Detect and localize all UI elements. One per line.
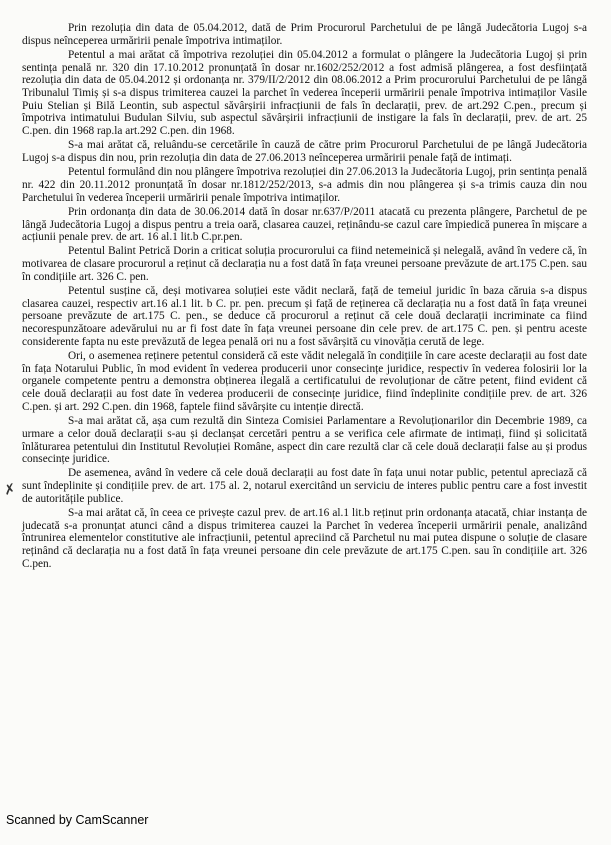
scanner-watermark: Scanned by CamScanner [6,813,149,827]
paragraph-9: S-a mai arătat că, așa cum rezultă din Sinteza Comisiei Parlamentare a Revoluționarilor din Decembrie 1989, ca urmare a celor două declarații s-au și declanșat cercetări pentru a se verifica cele afirmate de intimați, fiind și solicitată înlăturarea petentului din Institutul Revoluției Române, aspect din care rezultă clar că cele două declarații false au și produs consecințe juridice. [22,415,587,466]
paragraph-8: Ori, o asemenea reținere petentul consideră că este vădit nelegală în condițiile în care aceste declarații au fost date în fața Notarului Public, în mod evident în vederea producerii unor consecințe juridice, respectiv în vederea folosirii lor la organele competente pentru a demonstra obținerea ilegală a certificatului de revoluționar de către petent, fiind evident că cele două declarații au fost date în vederea producerii de consecințe juridice, fiind îndeplinite condițiile prev. de art. 326 C.pen. și art. 292 C.pen. din 1968, faptele fiind săvârșite cu intenție directă. [22,350,587,413]
paragraph-1: Prin rezoluția din data de 05.04.2012, dată de Prim Procurorul Parchetului de pe lângă Judecătoria Lugoj s-a dispus neînceperea urmăririi penale împotriva intimaților. [22,22,587,47]
paragraph-6: Petentul Balint Petrică Dorin a criticat soluția procurorului ca fiind netemeinică și nelegală, având în vedere că, în motivarea de clasare procurorul a reținut că declarația nu a fost dată în fața vreunei persoane prevăzute de art.175 C.pen. sau în condițiile art. 326 C. pen. [22,245,587,283]
paragraph-11: S-a mai arătat că, în ceea ce privește cazul prev. de art.16 al.1 lit.b reținut prin ordonanța atacată, chiar instanța de judecată s-a pronunțat atunci când a dispus trimiterea cauzei la Parchet în vederea începerii urmăririi penale, analizând întrunirea elementelor constitutive ale infracțiunii, petentul apreciind că Parchetul nu mai putea dispune o soluție de clasare reținând că declarația nu a fost dată în fața vreunei persoane din cele prevăzute de art.175 C.pen. sau în condițiile art. 326 C.pen. [22,507,587,570]
paragraph-3: S-a mai arătat că, reluându-se cercetările în cauză de către prim Procurorul Parchetului de pe lângă Judecătoria Lugoj s-a dispus din nou, prin rezoluția din data de 27.06.2013 neînceperea urmăririi penale față de intimați. [22,139,587,165]
handwritten-x-mark-icon: ✗ [2,480,18,500]
paragraph-10: De asemenea, având în vedere că cele două declarații au fost date în fața unui notar public, petentul apreciază că sunt îndeplinite și condițiile prev. de art. 175 al. 2, notarul exercitând un serviciu de interes public pentru care a fost investit de autoritățile publice. [22,467,587,505]
paragraph-5: Prin ordonanța din data de 30.06.2014 dată în dosar nr.637/P/2011 atacată cu prezenta plângere, Parchetul de pe lângă Judecătoria Lugoj a dispus pentru a treia oară, clasarea cauzei, reținându-se cazul care împiedică punerea în mișcare a acțiunii penale prev. de art. 16 al.1 lit.b C.pr.pen. [22,205,587,244]
document-body [22,22,587,572]
paragraph-2: Petentul a mai arătat că împotriva rezoluției din 05.04.2012 a formulat o plângere la Judecătoria Lugoj și prin sentința penală nr. 320 din 17.10.2012 pronunțată în dosar nr.1602/252/2012 a fost admisă plângerea, a fost desființată rezoluția din data de 05.04.2012 și ordonanța nr. 379/II/2/2012 din 08.06.2012 a Prim procurorului Parchetului de pe lângă Tribunalul Timiș și s-a dispus trimiterea cauzei la parchet în vederea începerii urmăririi penale împotriva intimaților Vasile Puiu Stelian și Bilă Leontin, sub aspectul săvârșirii infracțiunii de fals în declarații, prev. de art.292 C.pen., precum și împotriva intimatului Budulan Silviu, sub aspectul săvârșirii infracțiunii de instigare la fals în declarații, prev. de art. 25 C.pen. din 1968 rap.la art.292 C.pen. din 1968. [22,48,587,138]
paragraph-7: Petentul susține că, deși motivarea soluției este vădit neclară, față de temeiul juridic în baza căruia s-a dispus clasarea cauzei, respectiv art.16 al.1 lit. b C. pr. pen. precum și față de reținerea că declarația nu a fost dată în fața vreunei persoane prevăzute de art.175 C. pen., se deduce că procurorul a reținut că cele două declarații incriminate ca fiind necorespunzătoare adevărului nu ar fi fost date în fața vreunei persoane din cele prev. de art.175 C. pen. și pentru aceste considerente fapta nu este prevăzută de legea penală ori nu a fost săvârșită cu vinovăția cerută de lege. [22,285,587,348]
paragraph-4: Petentul formulând din nou plângere împotriva rezoluției din 27.06.2013 la Judecătoria Lugoj, prin sentința penală nr. 422 din 20.11.2012 pronunțată în dosar nr.1812/252/2013, s-a admis din nou plângerea și s-a trimis cauza din nou Parchetului în vederea începerii urmăririi penale împotriva intimaților. [22,166,587,204]
